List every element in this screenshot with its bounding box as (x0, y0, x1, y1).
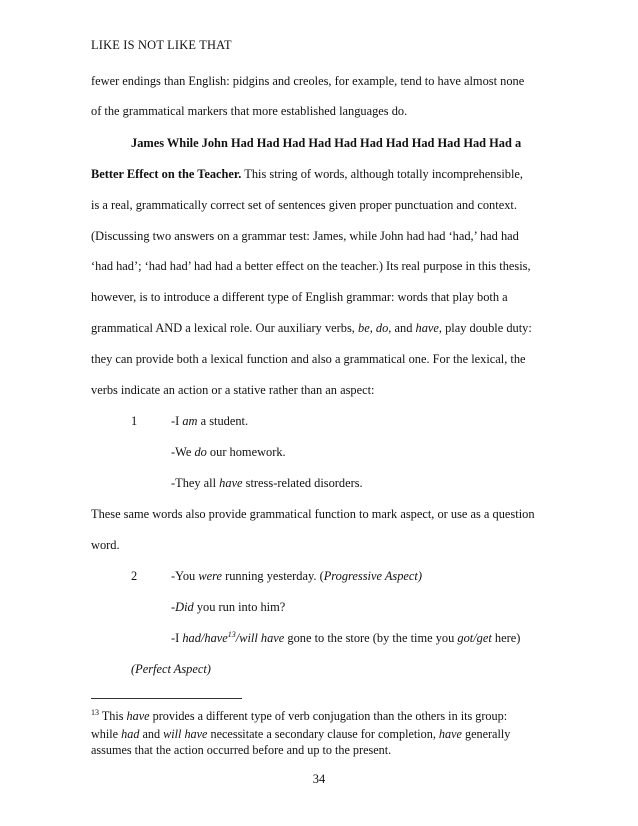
body-line: ‘had had’; ‘had had’ had had a better effect on the teacher.) Its real purpose in this thesis, (91, 259, 531, 273)
example-text: running yesterday. ( (221, 569, 324, 583)
example-text: our homework. (206, 445, 286, 459)
footnote-line (91, 708, 551, 726)
example-line: (Perfect Aspect) (131, 662, 211, 676)
italic-term: do, (375, 321, 392, 335)
footnote-text: provides a different type of verb conjugation than the others in its group: (149, 709, 508, 723)
body-line: word. (91, 538, 120, 552)
example-text: a student. (197, 414, 249, 428)
page-number: 34 (312, 772, 326, 786)
footnote-marker: 13 (91, 708, 99, 717)
italic-term: were (198, 569, 222, 583)
example-text: gone to the store (by the time you (284, 631, 458, 645)
italic-term: have (126, 709, 150, 723)
italic-term: had (121, 727, 140, 741)
footnote-text: generally (461, 727, 511, 741)
footnote-line: assumes that the action occurred before and up to the present. (91, 743, 392, 757)
example-text: stress-related disorders. (242, 476, 363, 490)
example-text: -I (171, 631, 183, 645)
body-line: verbs indicate an action or a stative rather than an aspect: (91, 383, 375, 397)
italic-term: am (182, 414, 198, 428)
body-line: they can provide both a lexical function and also a grammatical one. For the lexical, the (91, 352, 526, 366)
italic-term: /will have (235, 631, 285, 645)
example-line (171, 567, 638, 585)
example-text: here) (491, 631, 521, 645)
example-line (171, 598, 638, 616)
example-text: -You (171, 569, 199, 583)
footnote-line (91, 726, 551, 742)
body-text: and (391, 321, 416, 335)
example-text: -We (171, 445, 195, 459)
italic-term: do (194, 445, 207, 459)
italic-term: -Did (171, 600, 194, 614)
footnote-text: necessitate a secondary clause for completion, (207, 727, 439, 741)
italic-term: will have (163, 727, 208, 741)
example-text: you run into him? (193, 600, 286, 614)
footnote (91, 708, 551, 758)
footnote-divider (91, 698, 242, 699)
example-text: -I (171, 414, 183, 428)
italic-term: have (438, 727, 462, 741)
body-line: (Discussing two answers on a grammar test: James, while John had had ‘had,’ had had (91, 229, 519, 243)
body-line: of the grammatical markers that more established languages do. (91, 104, 408, 118)
section-heading-end: Better Effect on the Teacher. (91, 167, 242, 181)
body-line (91, 165, 638, 183)
footnote-marker: 13 (227, 630, 236, 639)
example-number: 2 (131, 569, 138, 583)
body-text: grammatical AND a lexical role. Our auxiliary verbs, (91, 321, 358, 335)
footnote-text: and (139, 727, 164, 741)
body-line: These same words also provide grammatical function to mark aspect, or use as a question (91, 507, 535, 521)
body-line: is a real, grammatically correct set of sentences given proper punctuation and context. (91, 198, 517, 212)
footnote-text: while (91, 727, 122, 741)
body-text: , play double duty: (438, 321, 532, 335)
italic-term: Progressive Aspect) (323, 569, 422, 583)
example-line (171, 629, 638, 649)
italic-term: have (415, 321, 439, 335)
example-line (171, 412, 638, 430)
example-text: -They all (171, 476, 220, 490)
italic-term: got/get (457, 631, 492, 645)
body-text: This string of words, although totally incomprehensible, (241, 167, 523, 181)
italic-term: had/have (182, 631, 228, 645)
example-number: 1 (131, 414, 138, 428)
italic-term: have (219, 476, 243, 490)
italic-term: be, (358, 321, 373, 335)
body-line (91, 319, 638, 337)
example-line (171, 443, 638, 461)
body-line: however, is to introduce a different type of English grammar: words that play both a (91, 290, 508, 304)
section-heading: James While John Had Had Had Had Had Had Had Had Had Had Had a (131, 136, 522, 150)
running-header: LIKE IS NOT LIKE THAT (91, 38, 232, 52)
footnote-text: This (99, 709, 127, 723)
body-line: fewer endings than English: pidgins and creoles, for example, tend to have almost none (91, 74, 525, 88)
example-line (171, 474, 638, 492)
